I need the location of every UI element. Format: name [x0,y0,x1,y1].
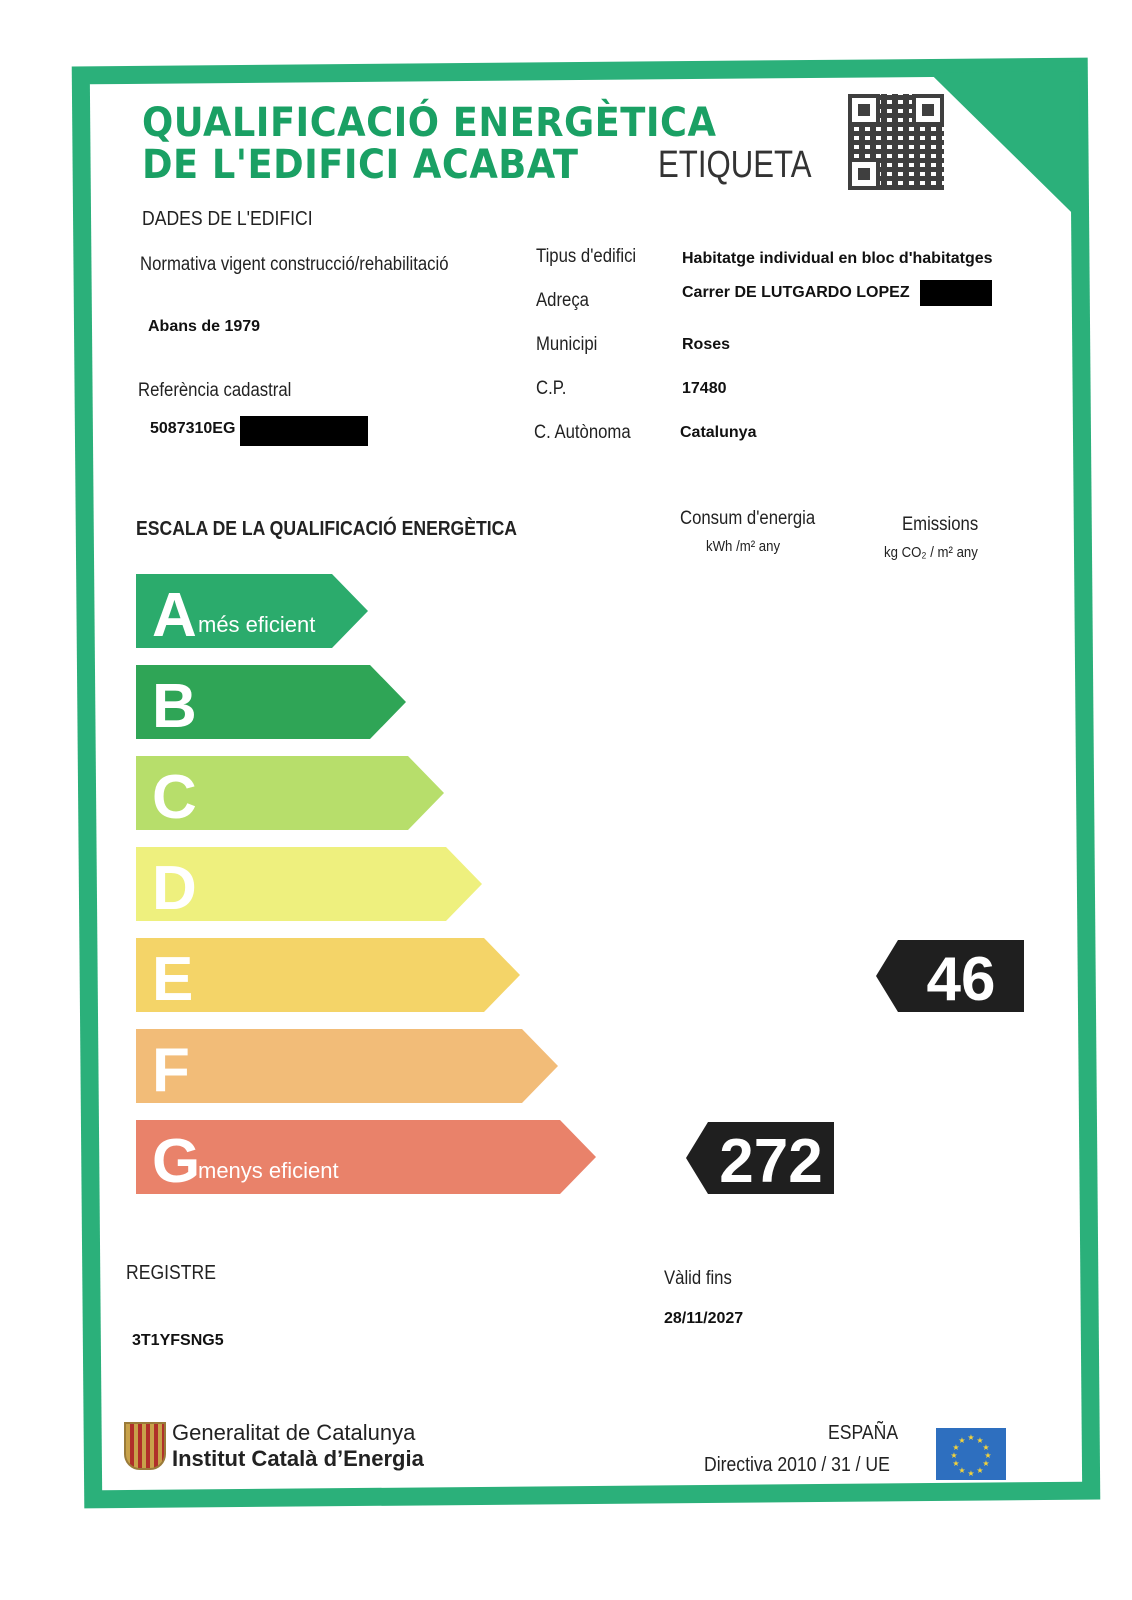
class-arrow-f [136,1029,558,1105]
field-value-autonoma: Catalunya [680,424,757,441]
svg-text:★: ★ [967,1469,975,1478]
field-label-tipus: Tipus d'edifici [536,246,637,267]
generalitat-seal-icon [124,1422,166,1470]
country-label: ESPAÑA [828,1422,899,1444]
class-note: més eficient [198,612,316,637]
svg-text:★: ★ [982,1443,990,1452]
class-letter: C [152,763,197,832]
field-value-cp: 17480 [682,380,727,397]
svg-text:★: ★ [982,1459,990,1468]
svg-text:★: ★ [952,1443,960,1452]
class-arrow-g [136,1120,596,1196]
title-line-2: DE L'EDIFICI ACABAT [142,142,579,188]
class-arrow-c [136,756,444,832]
normativa-label: Normativa vigent construcció/rehabilitació [140,254,449,275]
class-letter: F [152,1036,190,1105]
registre-value: 3T1YFSNG5 [132,1332,224,1349]
svg-text:★: ★ [967,1433,975,1442]
etiqueta-label: ETIQUETA [658,144,812,186]
emissions-label: Emissions [902,514,979,535]
consum-indicator [686,1122,834,1196]
class-letter: D [152,854,197,923]
field-label-autonoma: C. Autònoma [534,422,631,443]
field-label-cp: C.P. [536,378,567,399]
svg-text:★: ★ [976,1436,984,1445]
svg-text:★: ★ [984,1451,992,1460]
class-letter: G [152,1127,201,1196]
registre-label: REGISTRE [126,1262,216,1284]
class-arrow-b [136,665,406,741]
eu-flag-icon [936,1428,1006,1480]
class-letter: B [152,672,197,741]
org-line-1: Generalitat de Catalunya [172,1420,416,1445]
building-section-title: DADES DE L'EDIFICI [142,208,313,230]
emissions-unit: kg CO₂ / m² any [884,544,978,561]
valid-label: Vàlid fins [664,1268,732,1289]
consum-label: Consum d'energia [680,508,816,529]
title-line-1: QUALIFICACIÓ ENERGÈTICA [142,100,717,146]
svg-text:★: ★ [950,1451,958,1460]
normativa-value: Abans de 1979 [148,318,261,335]
class-arrow-a [136,574,368,650]
class-arrow-e [136,938,520,1014]
field-value-adreca: Carrer DE LUTGARDO LOPEZ [682,284,910,301]
emissions-indicator-value: 46 [926,945,996,1014]
class-arrow-d [136,847,482,923]
field-label-municipi: Municipi [536,334,598,355]
svg-text:★: ★ [958,1466,966,1475]
consum-indicator-value: 272 [719,1127,823,1196]
class-note: menys eficient [198,1158,339,1183]
directive-label: Directiva 2010 / 31 / UE [704,1454,890,1476]
field-value-municipi: Roses [682,336,731,353]
svg-text:★: ★ [952,1459,960,1468]
svg-text:★: ★ [958,1436,966,1445]
field-value-tipus: Habitatge individual en bloc d'habitatges [682,250,993,267]
valid-value: 28/11/2027 [664,1310,744,1327]
org-line-2: Institut Català d’Energia [172,1446,424,1471]
class-letter: E [152,945,194,1014]
svg-text:★: ★ [976,1466,984,1475]
class-letter: A [152,581,197,650]
emissions-indicator [876,940,1024,1014]
cadastral-value: 5087310EG [150,420,236,437]
cadastral-label: Referència cadastral [138,380,292,401]
scale-title: ESCALA DE LA QUALIFICACIÓ ENERGÈTICA [136,518,518,540]
field-label-adreca: Adreça [536,290,589,311]
consum-unit: kWh /m² any [706,538,781,555]
